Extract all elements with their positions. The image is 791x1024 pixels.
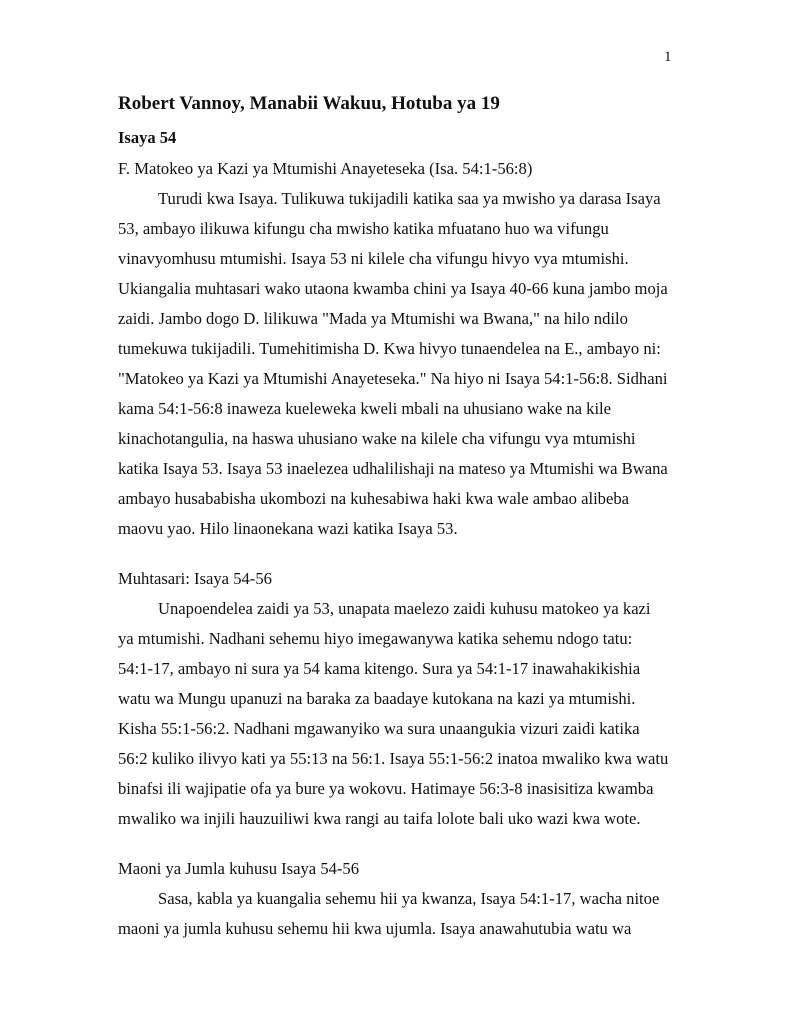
spacer <box>118 834 678 854</box>
paragraph-3 <box>118 884 678 944</box>
paragraph-line: Sasa, kabla ya kuangalia sehemu hii ya kwanza, Isaya 54:1-17, wacha nitoe <box>158 889 660 908</box>
document-subtitle: Isaya 54 <box>118 128 177 147</box>
paragraph-line: ambayo husababisha ukombozi na kuhesabiwa haki kwa wale ambao alibeba <box>118 489 630 508</box>
paragraph-line: kinachotangulia, na haswa uhusiano wake na kilele cha vifungu vya mtumishi <box>118 429 636 448</box>
paragraph-line: Unapoendelea zaidi ya 53, unapata maelezo zaidi kuhusu matokeo ya kazi <box>158 599 651 618</box>
paragraph-line: mwaliko wa injili hauzuiliwi kwa rangi au taifa lolote bali uko wazi kwa wote. <box>118 809 641 828</box>
paragraph-line: katika Isaya 53. Isaya 53 inaelezea udhalilishaji na mateso ya Mtumishi wa Bwana <box>118 459 668 478</box>
page-number: 1 <box>664 49 672 65</box>
paragraph-line: watu wa Mungu upanuzi na baraka za baadaye kutokana na kazi ya mtumishi. <box>118 689 636 708</box>
paragraph-line: "Matokeo ya Kazi ya Mtumishi Anayeteseka." Na hiyo ni Isaya 54:1-56:8. Sidhani <box>118 369 668 388</box>
paragraph-line: Turudi kwa Isaya. Tulikuwa tukijadili katika saa ya mwisho ya darasa Isaya <box>158 189 661 208</box>
paragraph-line: kama 54:1-56:8 inaweza kueleweka kweli mbali na uhusiano wake na kile <box>118 399 612 418</box>
paragraph-line: Ukiangalia muhtasari wako utaona kwamba chini ya Isaya 40-66 kuna jambo moja <box>118 279 668 298</box>
section-heading-general-comments: Maoni ya Jumla kuhusu Isaya 54-56 <box>118 859 360 878</box>
paragraph-line: maoni ya jumla kuhusu sehemu hii kwa ujumla. Isaya anawahutubia watu wa <box>118 919 632 938</box>
paragraph-line: 54:1-17, ambayo ni sura ya 54 kama kitengo. Sura ya 54:1-17 inawahakikishia <box>118 659 641 678</box>
paragraph-line: binafsi ili wajipatie ofa ya bure ya wokovu. Hatimaye 56:3-8 inasisitiza kwamba <box>118 779 654 798</box>
document-body <box>118 90 678 944</box>
paragraph-line: maovu yao. Hilo linaonekana wazi katika Isaya 53. <box>118 519 458 538</box>
paragraph-line: 56:2 kuliko ilivyo kati ya 55:13 na 56:1. Isaya 55:1-56:2 inatoa mwaliko kwa watu <box>118 749 669 768</box>
document-title: Robert Vannoy, Manabii Wakuu, Hotuba ya 19 <box>118 93 500 114</box>
paragraph-line: vinavyomhusu mtumishi. Isaya 53 ni kilele cha vifungu hivyo vya mtumishi. <box>118 249 629 268</box>
paragraph-1 <box>118 184 678 544</box>
paragraph-line: Kisha 55:1-56:2. Nadhani mgawanyiko wa sura unaangukia vizuri zaidi katika <box>118 719 640 738</box>
section-heading-summary: Muhtasari: Isaya 54-56 <box>118 569 272 588</box>
paragraph-line: 53, ambayo ilikuwa kifungu cha mwisho katika mfuatano huo wa vifungu <box>118 219 609 238</box>
section-heading: F. Matokeo ya Kazi ya Mtumishi Anayeteseka (Isa. 54:1-56:8) <box>118 159 533 178</box>
spacer <box>118 544 678 564</box>
paragraph-line: ya mtumishi. Nadhani sehemu hiyo imegawanywa katika sehemu ndogo tatu: <box>118 629 633 648</box>
paragraph-2 <box>118 594 678 834</box>
paragraph-line: zaidi. Jambo dogo D. lilikuwa "Mada ya Mtumishi wa Bwana," na hilo ndilo <box>118 309 628 328</box>
paragraph-line: tumekuwa tukijadili. Tumehitimisha D. Kwa hivyo tunaendelea na E., ambayo ni: <box>118 339 661 358</box>
